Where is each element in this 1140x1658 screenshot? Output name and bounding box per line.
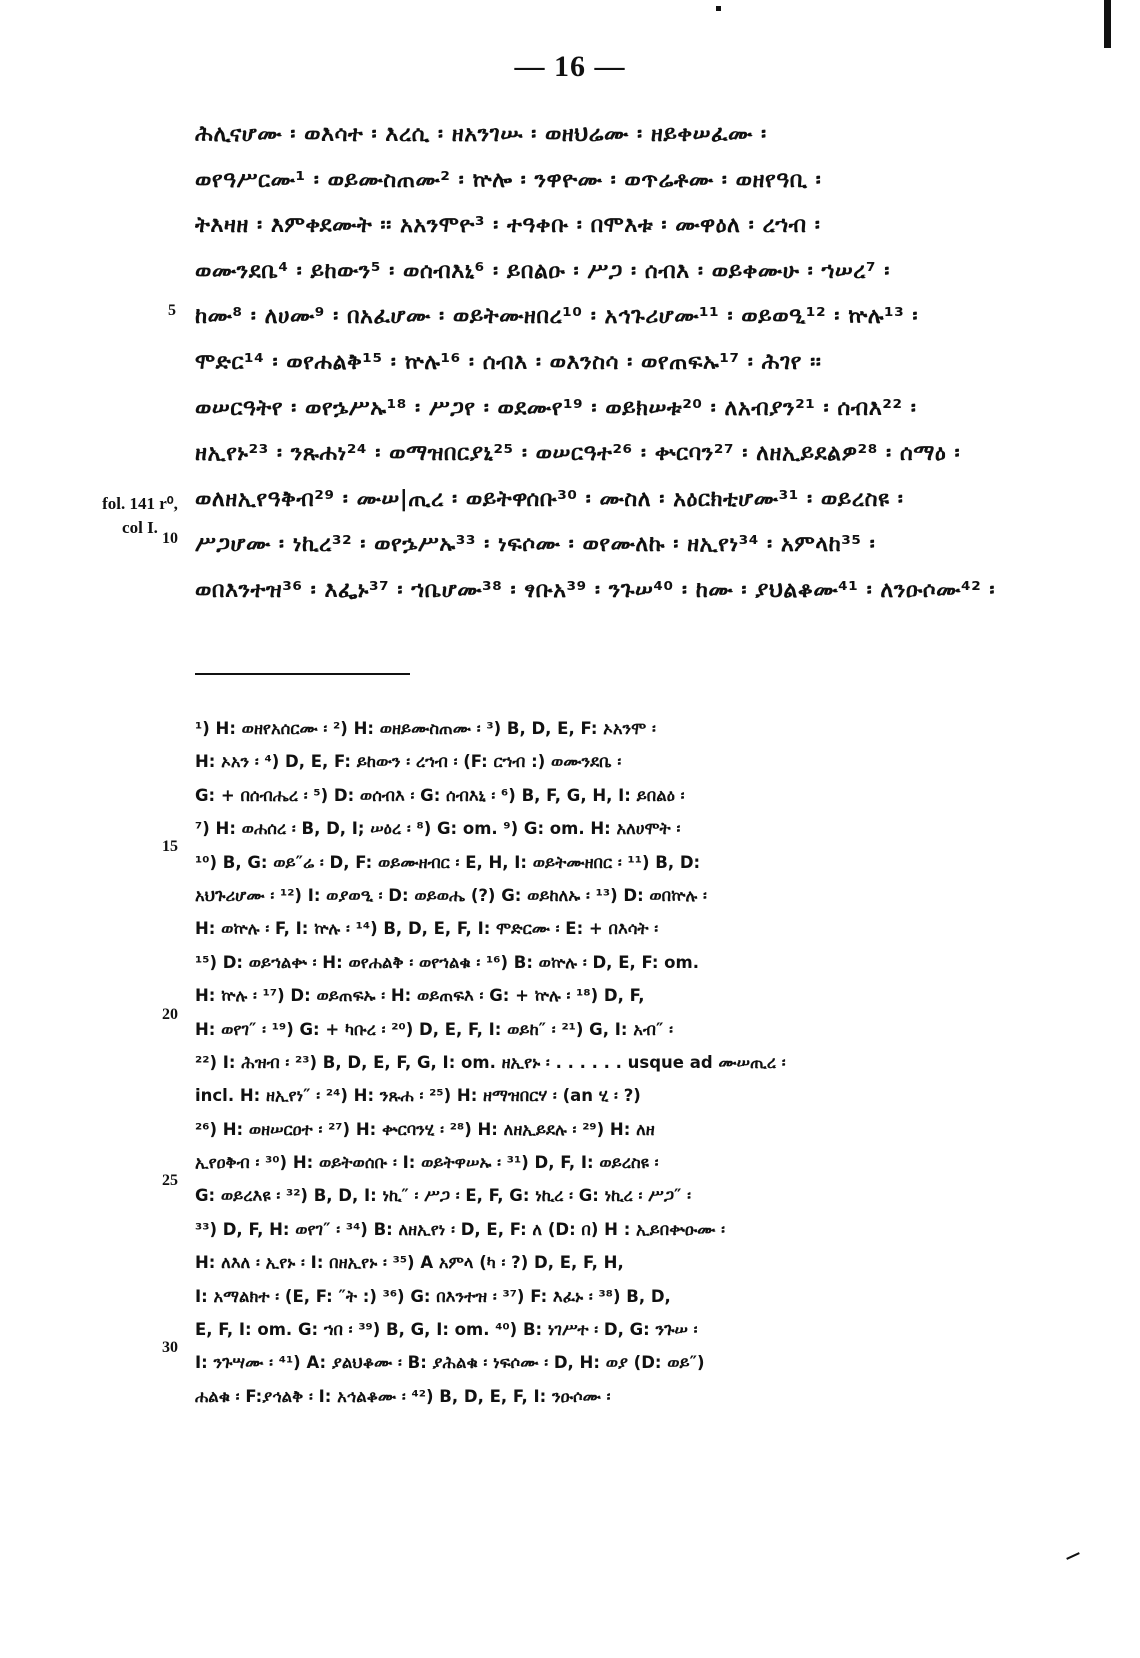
footnote-line: ¹⁰) B, G: ወይ″ሬ ፡ D, F: ወይሙዘብር ፡ E, H, I: ወይትሙዘበር ፡ ¹¹) B, D: (195, 852, 701, 872)
scan-dot (716, 6, 721, 11)
text-line: ሥጋሆሙ ፡ ነኪረ³² ፡ ወየኌሥኡ³³ ፡ ነፍሶሙ ፡ ወየሙለኩ ፡ ዘኢየነ³⁴ ፡ አምላከ³⁵ ፡ (195, 532, 876, 558)
line-number-20: 20 (162, 1006, 178, 1023)
critical-apparatus (195, 712, 1010, 1413)
footnote-line: I: አማልክተ ፡ (E, F: ″ት :) ³⁶) G: በእንተዝ ፡ ³⁷) F: እፈኑ ፡ ³⁸) B, D, (195, 1286, 671, 1306)
line-number-10: 10 (162, 530, 178, 547)
footnote-line: E, F, I: om. G: ኀበ ፡ ³⁹) B, G, I: om. ⁴⁰) B: ነገሥተ ፡ D, G: ንጉሠ ፡ (195, 1320, 698, 1340)
footnote-line: H: ኦአን ፡ ⁴) D, E, F: ይከውን ፡ ረኀብ ፡ (F: ርኀብ :) ወሙንደቤ ፡ (195, 752, 622, 772)
footnote-line: H: ወየገ″ ፡ ¹⁹) G: + ካቡረ ፡ ²⁰) D, E, F, I: ወይከ″ ፡ ²¹) G, I: አብ″ ፡ (195, 1019, 673, 1039)
footnote-line: ሐልቁ ፡ F:ያኅልቅ ፡ I: አኅልቆሙ ፡ ⁴²) B, D, E, F, I: ንዑሶሙ ፡ (195, 1386, 611, 1406)
footnote-line: ¹) H: ወዘየአሰርሙ ፡ ²) H: ወዘይሙስጠሙ ፡ ³) B, D, E, F: ኦአንሞ ፡ (195, 719, 656, 738)
footnote-line: ⁷) H: ወሐሰረ ፡ B, D, I; ሠዕረ ፡ ⁸) G: om. ⁹) G: om. H: አለሀሞት ፡ (195, 819, 681, 839)
text-line: ከሙ⁸ ፡ ለሀሙ⁹ ፡ በአፈሆሙ ፡ ወይትሙዘበረ¹⁰ ፡ አኅጉሪሆሙ¹¹ ፡ ወይወዒ¹² ፡ ኵሉ¹³ ፡ (195, 304, 919, 330)
text-line: ሞድር¹⁴ ፡ ወየሐልቅ¹⁵ ፡ ኵሉ¹⁶ ፡ ሰብእ ፡ ወእንስሳ ፡ ወየጠፍኡ¹⁷ ፡ ሕገየ ፡፡ (195, 349, 822, 375)
text-line: ወለዘኢየዓቅብ²⁹ ፡ ሙሠ|ጢረ ፡ ወይትዋሰቡ³⁰ ፡ ሙስለ ፡ አዕርክቲሆሙ³¹ ፡ ወይረስዩ ፡ (195, 486, 904, 512)
footnote-line: I: ንጉሣሙ ፡ ⁴¹) A: ያልህቆሙ ፡ B: ያሕልቁ ፡ ነፍሶሙ ፡ D, H: ወያ (D: ወይ″) (195, 1353, 705, 1373)
line-number-5: 5 (168, 302, 176, 319)
line-number-25: 25 (162, 1172, 178, 1189)
footnote-line: H: ወኵሉ ፡ F, I: ኵሉ ፡ ¹⁴) B, D, E, F, I: ሞድርሙ ፡ E: + በእሳት ፡ (195, 919, 659, 939)
line-number-30: 30 (162, 1339, 178, 1356)
footnote-line: H: ኵሉ ፡ ¹⁷) D: ወይጠፍኡ ፡ H: ወይጠፍእ ፡ G: + ኵሉ ፡ ¹⁸) D, F, (195, 986, 645, 1006)
footnote-line: G: ወይረእዩ ፡ ³²) B, D, I: ነኪ″ ፡ ሥጋ ፡ E, F, G: ነኪረ ፡ G: ነኪረ ፡ ሥጋ″ ፡ (195, 1186, 692, 1206)
footnote-line: ኢየዐቅብ ፡ ³⁰) H: ወይትወሰቡ ፡ I: ወይትዋሠኡ ፡ ³¹) D, F, I: ወይረስዩ ፡ (195, 1153, 659, 1173)
text-line: ዘኢየኑ²³ ፡ ንጹሐነ²⁴ ፡ ወማዝበርያኒ²⁵ ፡ ወሠርዓተ²⁶ ፡ ቍርባን²⁷ ፡ ለዘኢይደልዎ²⁸ ፡ ሰማዕ ፡ (195, 441, 961, 467)
scan-edge-mark (1066, 1552, 1080, 1560)
line-number-15: 15 (162, 838, 178, 855)
footnote-line: G: + በሰብሔረ ፡ ⁵) D: ወሰብእ ፡ G: ሰብእኒ ፡ ⁶) B, F, G, H, I: ይበልዕ ፡ (195, 785, 685, 805)
footnote-line: ²²) I: ሕዝብ ፡ ²³) B, D, E, F, G, I: om. ዘኢየኑ ፡ . . . . . . usque ad ሙሠጢረ ፡ (195, 1052, 786, 1072)
page-number: — 16 — (514, 50, 626, 83)
footnote-line: ³³) D, F, H: ወየገ″ ፡ ³⁴) B: ለዘኢየነ ፡ D, E, F: ለ (D: በ) H : ኢይበቍዑሙ ፡ (195, 1219, 726, 1239)
footnote-line: incl. H: ዘኢየነ″ ፡ ²⁴) H: ንጹሐ ፡ ²⁵) H: ዘማዝበርሃ ፡ (an ሂ ፡ ?) (195, 1086, 641, 1106)
footnote-line: አህጉሪሆሙ ፡ ¹²) I: ወያወዒ ፡ D: ወይወሔ (?) G: ወይከለኡ ፡ ¹³) D: ወበኵሉ ፡ (195, 885, 707, 905)
text-line: ወሙንደቤ⁴ ፡ ይከውን⁵ ፡ ወሰብእኒ⁶ ፡ ይበልዑ ፡ ሥጋ ፡ ሰብእ ፡ ወይቀሙሁ ፡ ኀሠረ⁷ ፡ (195, 258, 890, 284)
text-line: ወየዓሥርሙ¹ ፡ ወይሙስጠሙ² ፡ ኵሎ ፡ ንዋዮሙ ፡ ወጥሬቶሙ ፡ ወዘየዓቢ ፡ (195, 167, 822, 193)
text-line: ሕሊናሆሙ ፡ ወእሳተ ፡ እረሲ ፡ ዘአንገሡ ፡ ወዘህሬሙ ፡ ዘይቀሠፈሙ ፡ (195, 122, 767, 147)
footnote-line: ¹⁵) D: ወይኀልቍ ፡ H: ወየሐልቅ ፡ ወየኀልቁ ፡ ¹⁶) B: ወኵሉ ፡ D, E, F: om. (195, 952, 699, 972)
footnote-line: ²⁶) H: ወዘሠርዐተ ፡ ²⁷) H: ቍርባንሂ ፡ ²⁸) H: ለዘኢይደሉ ፡ ²⁹) H: ለዘ (195, 1119, 655, 1139)
text-line: ትእዛዘ ፡ እምቀደሙት ፡፡ አአንሞዮ³ ፡ ተዓቀቡ ፡ በሞእቱ ፡ ሙዋዕለ ፡ ረኀብ ፡ (195, 213, 821, 239)
scan-edge-mark (1104, 0, 1111, 48)
text-line: ወበእንተዝ³⁶ ፡ እፌኑ³⁷ ፡ ኀቤሆሙ³⁸ ፡ ፃቡአ³⁹ ፡ ንጉሠ⁴⁰ ፡ ከሙ ፡ ያህልቆሙ⁴¹ ፡ ለንዑሶሙ⁴² ፡ (195, 577, 996, 603)
folio-reference: fol. 141 r⁰, (102, 494, 178, 513)
footnote-separator (195, 673, 410, 675)
footnote-line: H: ለእለ ፡ ኢየኑ ፡ I: በዘኢየኑ ፡ ³⁵) A አምላ (ካ ፡ ?) D, E, F, H, (195, 1253, 624, 1273)
main-text (195, 112, 1005, 614)
text-line: ወሠርዓትየ ፡ ወየኌሥኡ¹⁸ ፡ ሥጋየ ፡ ወደሙየ¹⁹ ፡ ወይክሠቱ²⁰ ፡ ለአብያን²¹ ፡ ሰብእ²² ፡ (195, 395, 917, 421)
column-reference: col I. (122, 518, 158, 537)
